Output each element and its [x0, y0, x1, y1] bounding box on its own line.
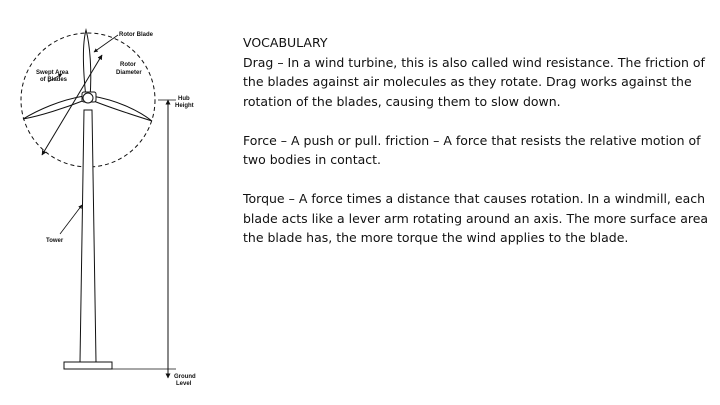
label-ground-level-2: Level	[176, 381, 192, 387]
vocabulary-heading: VOCABULARY	[243, 35, 328, 50]
tower-shape	[80, 110, 96, 362]
rotor-blade-right	[91, 96, 152, 121]
label-ground-level-1: Ground	[174, 374, 196, 380]
rotor-blade-leader	[94, 35, 118, 52]
tower-leader	[60, 205, 82, 234]
hub	[83, 93, 93, 103]
vocabulary-block-drag	[243, 33, 711, 111]
vocabulary-section	[243, 33, 711, 267]
label-swept-area-2: of Blades	[40, 77, 68, 83]
label-tower: Tower	[46, 238, 64, 244]
label-hub-height-2: Height	[175, 103, 194, 109]
definition-force: Force – A push or pull. friction – A force that resists the relative motion of two bodies in contact.	[243, 132, 701, 167]
definition-drag: Drag – In a wind turbine, this is also called wind resistance. The friction of the blades against air molecules as they rotate. Drag works against the rotation of the blades, causing them to slow down.	[243, 54, 705, 109]
label-hub-height-1: Hub	[178, 96, 190, 102]
label-swept-area-1: Swept Area	[36, 70, 69, 76]
definition-torque: Torque – A force times a distance that causes rotation. In a windmill, each blade acts like a lever arm rotating around an axis. The more surface area the blade has, the more torque the wind applies to the blade.	[243, 191, 709, 245]
label-rotor-diameter-1: Rotor	[120, 62, 136, 68]
label-rotor-blade: Rotor Blade	[119, 32, 154, 38]
wind-turbine-diagram	[0, 0, 240, 405]
tower-base	[64, 362, 112, 369]
label-rotor-diameter-2: Diameter	[116, 70, 142, 76]
rotor-blade-top	[83, 30, 90, 98]
